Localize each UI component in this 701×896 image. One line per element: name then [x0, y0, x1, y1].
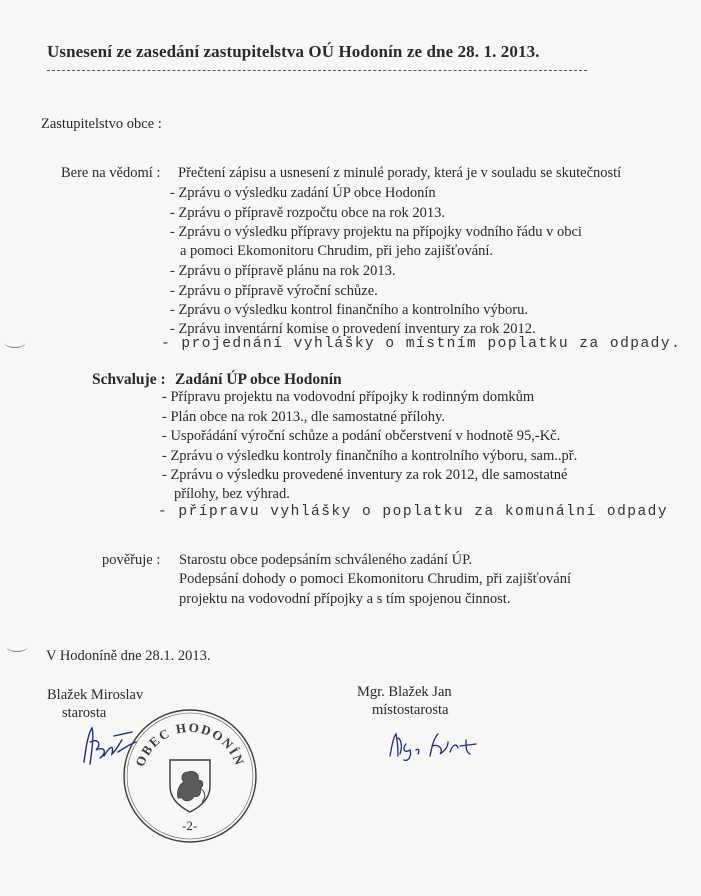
schvaluje-item: přílohy, bez výhrad. — [174, 486, 290, 502]
bere-label: Bere na vědomí : — [61, 165, 161, 181]
signatory-right-role: místostarosta — [372, 702, 449, 718]
margin-mark — [6, 641, 28, 652]
signature-right — [386, 726, 486, 766]
schvaluje-item: - Plán obce na rok 2013., dle samostatné přílohy. — [162, 409, 445, 425]
schvaluje-item: - Uspořádání výroční schůze a podání občerstvení v hodnotě 95,-Kč. — [162, 428, 561, 444]
bere-item: - Zprávu o přípravě výroční schůze. — [170, 283, 378, 299]
poveruje-label: pověřuje : — [102, 552, 161, 568]
schvaluje-label: Schvaluje : — [92, 371, 166, 388]
intro-text: Zastupitelstvo obce : — [41, 116, 162, 132]
document-title: Usnesení ze zasedání zastupitelstva OÚ Hodonín ze dne 28. 1. 2013. — [47, 42, 540, 61]
title-divider — [47, 70, 587, 71]
bere-item: - Zprávu o výsledku kontrol finančního a kontrolního výboru. — [170, 302, 529, 318]
schvaluje-item: - Zprávu o výsledku kontroly finančního a kontrolního výboru, sam..př. — [162, 448, 578, 464]
schvaluje-item: - Přípravu projektu na vodovodní přípojky k rodinným domkům — [162, 389, 535, 405]
bere-item: - Zprávu inventární komise o provedení inventury za rok 2012. — [170, 321, 536, 337]
svg-text:OBEC HODONÍN: OBEC HODONÍN — [132, 719, 248, 769]
signatory-left-role: starosta — [62, 705, 107, 721]
bere-item: - Zprávu o výsledku přípravy projektu na přípojky vodního řádu v obci — [170, 224, 582, 240]
bere-item: - Zprávu o výsledku zadání ÚP obce Hodonín — [170, 185, 436, 201]
bere-item: - Zprávu o přípravě rozpočtu obce na rok 2013. — [170, 205, 445, 221]
signatory-left-name: Blažek Miroslav — [47, 687, 144, 703]
schvaluje-heading: Zadání ÚP obce Hodonín — [175, 371, 342, 388]
margin-mark — [4, 337, 26, 348]
bere-item: - Zprávu o přípravě plánu na rok 2013. — [170, 263, 396, 279]
schvaluje-typed-item: - přípravu vyhlášky o poplatku za komunální odpady — [158, 504, 669, 520]
place-date: V Hodoníně dne 28.1. 2013. — [46, 648, 211, 664]
bere-item: Přečtení zápisu a usnesení z minulé porady, která je v souladu se skutečností — [178, 165, 622, 181]
poveruje-item: projektu na vodovodní přípojky a s tím spojenou činnost. — [179, 591, 511, 607]
seal-number: -2- — [182, 818, 198, 833]
poveruje-item: Podepsání dohody o pomoci Ekomonitoru Chrudim, při zajišťování — [179, 571, 572, 587]
bere-item: a pomoci Ekomonitoru Chrudim, při jeho zajišťování. — [180, 243, 494, 259]
bere-typed-item: - projednání vyhlášky o místním poplatku za odpady. — [161, 336, 682, 352]
poveruje-item: Starostu obce podepsáním schváleného zadání ÚP. — [179, 552, 473, 568]
signatory-right-name: Mgr. Blažek Jan — [357, 684, 452, 700]
schvaluje-item: - Zprávu o výsledku provedené inventury za rok 2012, dle samostatné — [162, 467, 568, 483]
